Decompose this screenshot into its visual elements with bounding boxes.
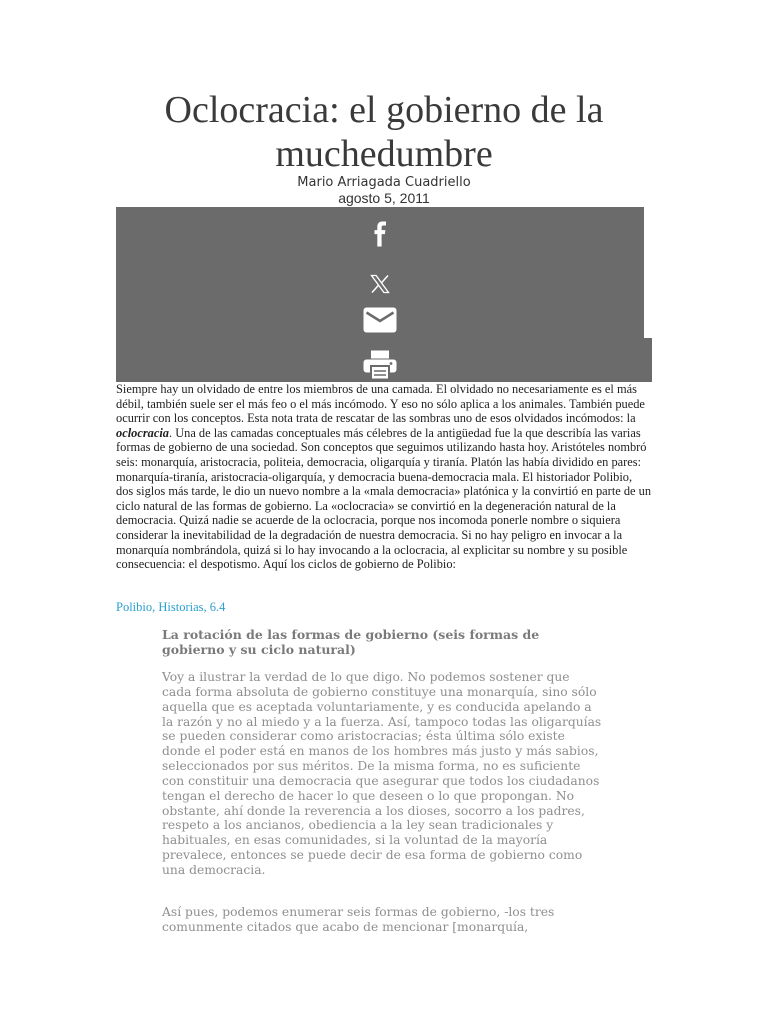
intro-text-part1: Siempre hay un olvidado de entre los miembros de una camada. El olvidado no necesariamente es el más débil, también suele ser el más feo o el más incómodo. Y eso no sólo aplica a los animales. También puede ocurrir con los conceptos. Esta nota trata de rescatar de las sombras uno de esos olvidados incómodos: la: [116, 382, 645, 426]
oclocracia-term: oclocracia: [116, 425, 169, 440]
mail-icon: [362, 306, 398, 334]
print-button[interactable]: [354, 345, 406, 385]
intro-paragraph: [116, 382, 652, 572]
article-title: Oclocracia: el gobierno de la muchedumbre: [164, 89, 604, 175]
article-date: agosto 5, 2011: [338, 190, 430, 206]
quote-heading: La rotación de las formas de gobierno (seis formas de gobierno y su ciclo natural): [162, 627, 540, 657]
source-link-polibio[interactable]: Polibio, Historias, 6.4: [116, 600, 226, 614]
quote-paragraph-2: Así pues, podemos enumerar seis formas de gobierno, -los tres comunmente citados que acabo de mencionar [monarquía,: [162, 905, 555, 934]
article-author: Mario Arriagada Cuadriello: [297, 175, 471, 190]
email-share-button[interactable]: [354, 300, 406, 340]
intro-text-part2: . Una de las camadas conceptuales más célebres de la antigüedad fue la que describía las varias formas de gobierno de una sociedad. Son conceptos que seguimos utilizando hasta hoy. Aristóteles nombró seis: monarquía, aristocracia, politeia, democracia, oligarquía y tiranía. Platón las había dividido en pares: monarquía-tiranía, aristocracia-oligarquía, y democracia buena-democracia mala. El historiador Polibio, dos siglos más tarde, le dio un nuevo nombre a la «mala democracia» platónica y la convirtió en parte de un ciclo natural de las formas de gobierno. La «oclocracia» se convirtió en la degeneración natural de la democracia. Quizá nadie se acuerde de la oclocracia, porque nos incomoda ponerle nombre o siquiera considerar la inevitabilidad de la degradación de nuestra democracia. Si no hay peligro en invocar a la monarquía nombrándola, quizá si lo hay invocando a la oclocracia, al explicitar su nombre y su posible consecuencia: el despotismo. Aquí los ciclos de gobierno de Polibio:: [116, 425, 652, 572]
facebook-icon: [370, 221, 390, 247]
print-icon: [362, 349, 398, 381]
share-bar-extension: [644, 338, 652, 382]
x-icon: [370, 274, 390, 294]
quote-paragraph-1: Voy a ilustrar la verdad de lo que digo. No podemos sostener que cada forma absoluta de gobierno constituye una monarquía, sino sólo aquella que es aceptada voluntariamente, y es conducida apelando a la razón y no al miedo y a la fuerza. Así, tampoco todas las oligarquías se pueden considerar como aristocracias; ésta última sólo existe donde el poder está en manos de los hombres más justo y más sabios, seleccionados por sus méritos. De la misma forma, no es suficiente con constituir una democracia que asegurar que todos los ciudadanos tengan el derecho de hacer lo que deseen o lo que propongan. No obstante, ahí donde la reverencia a los dioses, socorro a los padres, respeto a los ancianos, obediencia a la ley sean tradicionales y habituales, en esas comunidades, si la voluntad de la mayoría prevalece, entonces se puede decir de esa forma de gobierno como una democracia.: [162, 670, 602, 877]
x-share-button[interactable]: [354, 264, 406, 304]
facebook-share-button[interactable]: [354, 214, 406, 254]
